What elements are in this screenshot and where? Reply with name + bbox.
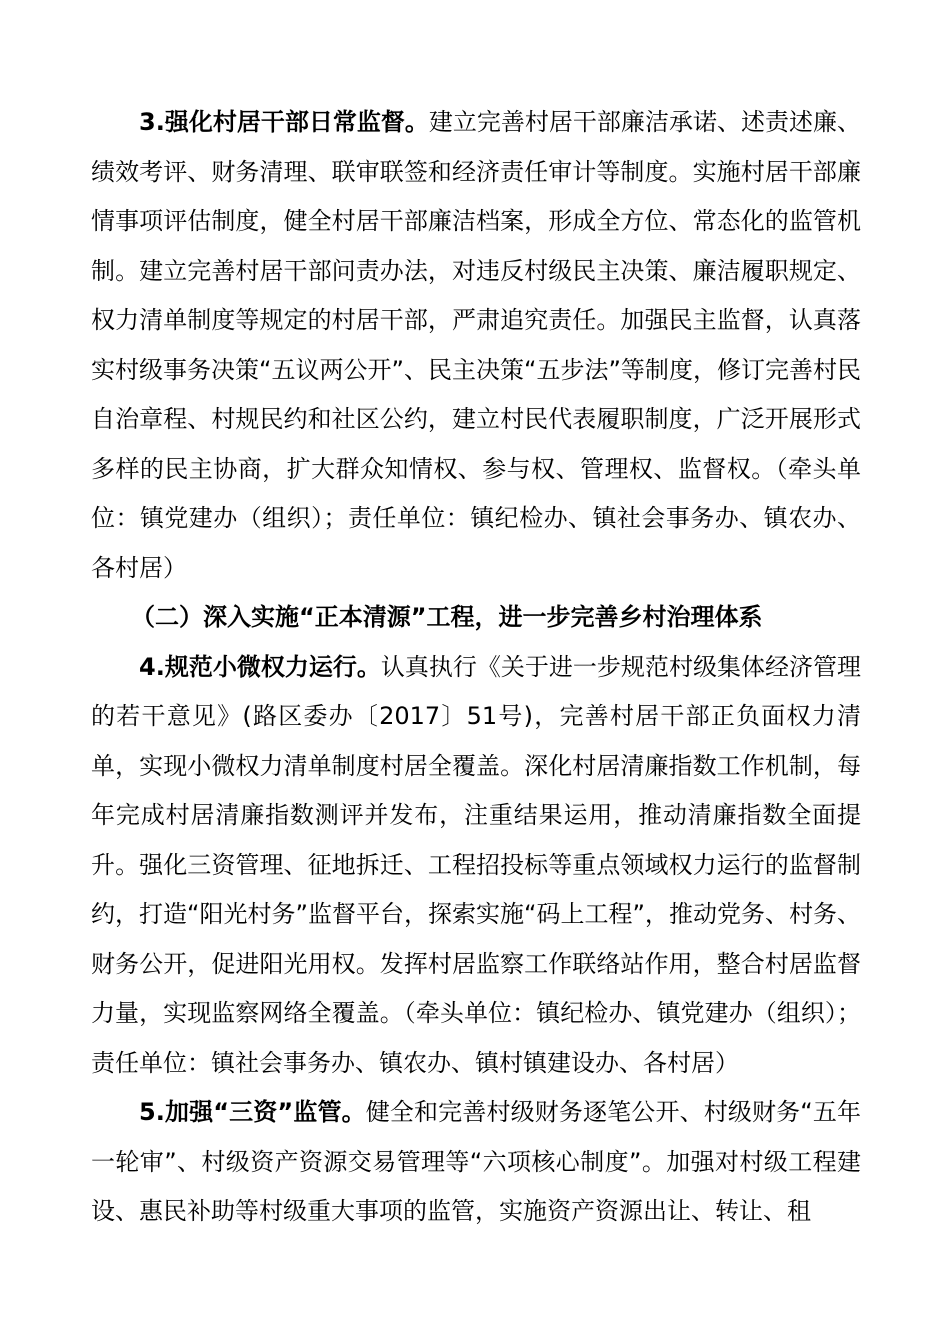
paragraph-5-three-assets xyxy=(91,1088,861,1237)
paragraph-lead: 5.加强“三资”监管。 xyxy=(139,1098,366,1126)
paragraph-text: 认真执行《关于进一步规范村级集体经济管理的若干意见》(路区委办〔2017〕51号)，完善村居干部正负面权力清单，实现小微权力清单制度村居全覆盖。深化村居清廉指数工作机制，每年完成村居清廉指数测评并发布，注重结果运用，推动清廉指数全面提升。强化三资管理、征地拆迁、工程招投标等重点领域权力运行的监督制约，打造“阳光村务”监督平台，探索实施“码上工程”，推动党务、村务、财务公开，促进阳光用权。发挥村居监察工作联络站作用，整合村居监督力量，实现监察网络全覆盖。（牵头单位：镇纪检办、镇党建办（组织）；责任单位：镇社会事务办、镇农办、镇村镇建设办、各村居） xyxy=(91,652,861,1077)
paragraph-4-regulate-power xyxy=(91,643,861,1089)
paragraph-lead: 4.规范小微权力运行。 xyxy=(139,652,381,681)
paragraph-text: 健全和完善村级财务逐笔公开、村级财务“五年一轮审”、村级资产资源交易管理等“六项核心制度”。加强对村级工程建设、惠民补助等村级重大事项的监管，实施资产资源出让、转让、租 xyxy=(91,1098,861,1225)
paragraph-text: 建立完善村居干部廉洁承诺、述责述廉、绩效考评、财务清理、联审联签和经济责任审计等制度。实施村居干部廉情事项评估制度，健全村居干部廉洁档案，形成全方位、常态化的监管机制。建立完善村居干部问责办法，对违反村级民主决策、廉洁履职规定、权力清单制度等规定的村居干部，严肃追究责任。加强民主监督，认真落实村级事务决策“五议两公开”、民主决策“五步法”等制度，修订完善村民自治章程、村规民约和社区公约，建立村民代表履职制度，广泛开展形式多样的民主协商，扩大群众知情权、参与权、管理权、监督权。（牵头单位：镇党建办（组织）；责任单位：镇纪检办、镇社会事务办、镇农办、各村居） xyxy=(91,108,861,582)
section-heading-2: （二）深入实施“正本清源”工程，进一步完善乡村治理体系 xyxy=(131,603,763,631)
paragraph-3-strengthen-supervision xyxy=(91,98,861,593)
paragraph-lead: 3.强化村居干部日常监督。 xyxy=(139,108,429,136)
document-body xyxy=(91,98,861,1237)
